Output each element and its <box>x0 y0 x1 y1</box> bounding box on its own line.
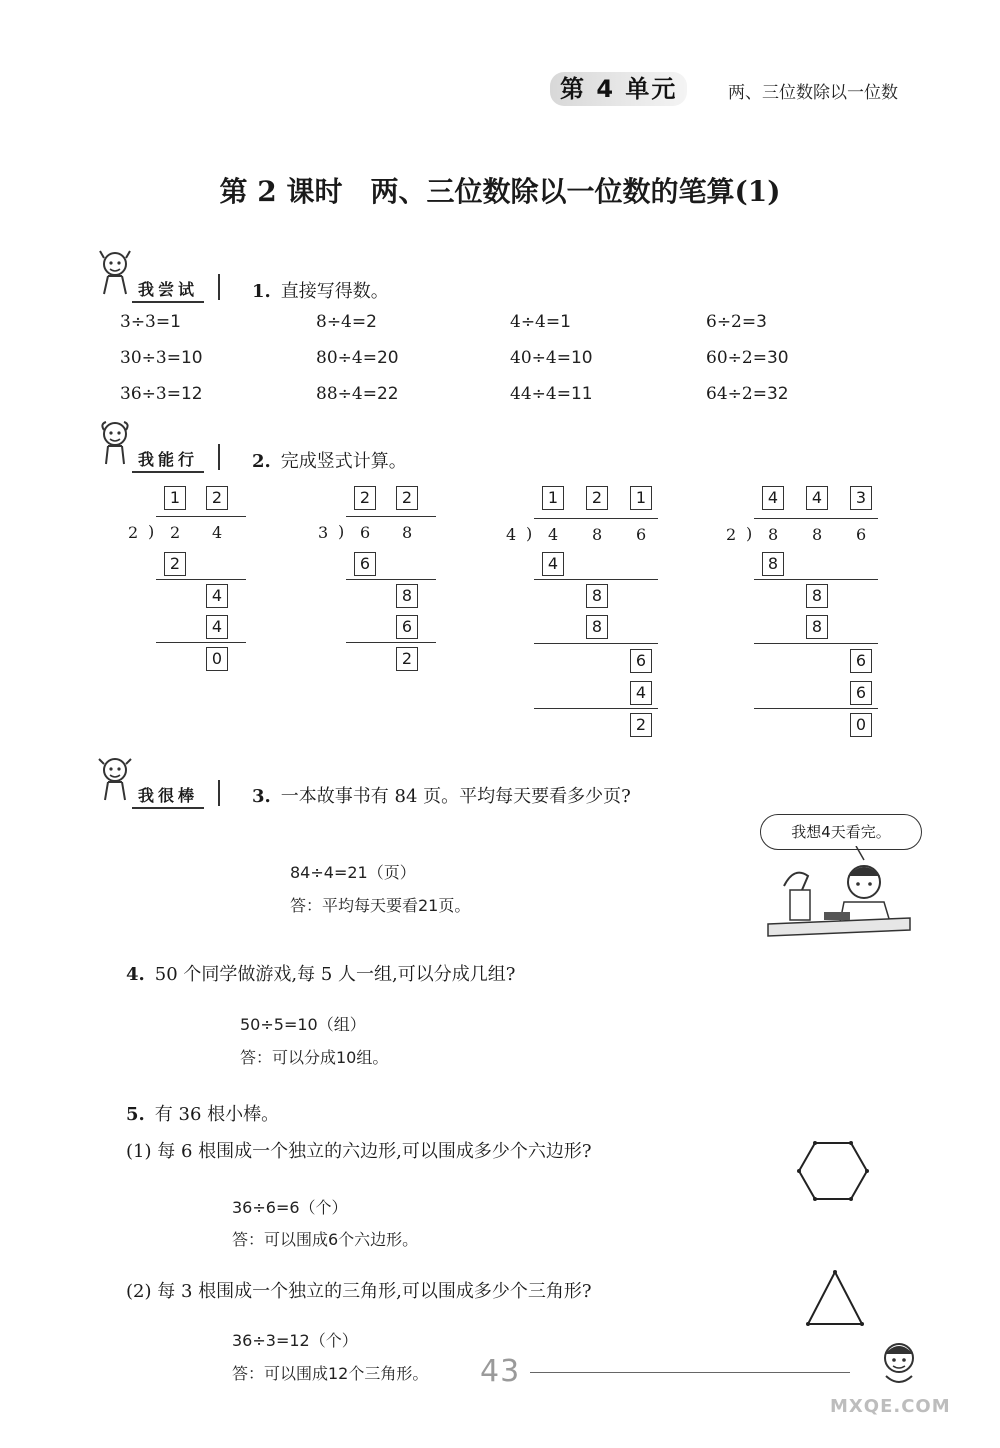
badge-divider <box>218 444 220 470</box>
calc-cell <box>706 312 767 332</box>
calc-cell <box>510 348 593 368</box>
hexagon-icon <box>796 1140 870 1202</box>
question-text: 直接写得数。 <box>280 281 389 302</box>
division-bracket: ) <box>338 522 345 541</box>
step-digit-box: 4 <box>542 552 564 576</box>
step-digit-box: 8 <box>586 584 608 608</box>
step-digit-box: 8 <box>806 584 828 608</box>
quotient-digit-box: 3 <box>850 486 872 510</box>
division-bar <box>156 516 246 517</box>
step-digit-box: 6 <box>850 681 872 705</box>
calc-answer: 3 <box>756 312 767 332</box>
solution-answer: 答：平均每天要看21页。 <box>290 896 471 915</box>
step-digit-box: 6 <box>630 649 652 673</box>
remainder-box: 2 <box>396 647 418 671</box>
solution-equation: 84÷4=21（页） <box>290 863 416 882</box>
step-digit-box: 6 <box>396 615 418 639</box>
subtraction-line <box>534 579 658 580</box>
step-digit-box: 8 <box>762 552 784 576</box>
calc-answer: 2 <box>366 312 377 332</box>
subtraction-line <box>754 579 878 580</box>
calc-answer: 11 <box>570 384 593 404</box>
quotient-digit-box: 2 <box>586 486 608 510</box>
speech-bubble: 我想4天看完。 <box>760 814 922 850</box>
solution-equation: 36÷3=12（个） <box>232 1331 358 1350</box>
long-division-4 <box>724 486 884 746</box>
calc-expression: 8÷4= <box>316 312 367 332</box>
solution-equation: 36÷6=6（个） <box>232 1198 348 1217</box>
step-digit-box: 2 <box>164 552 186 576</box>
long-division-1 <box>126 486 246 686</box>
mascot-icon <box>96 754 134 804</box>
quotient-digit-box: 1 <box>164 486 186 510</box>
watermark: MXQE.COM <box>830 1396 951 1417</box>
calc-expression: 4÷4= <box>510 312 561 332</box>
quotient-digit-box: 2 <box>206 486 228 510</box>
calc-answer: 32 <box>766 384 789 404</box>
badge-label: 我能行 <box>132 446 204 473</box>
girl-reading-illustration <box>764 846 914 946</box>
division-bar <box>534 518 658 519</box>
calc-cell <box>120 384 203 404</box>
dividend-digit: 6 <box>360 523 371 542</box>
subtraction-line <box>346 579 436 580</box>
calc-answer: 1 <box>560 312 571 332</box>
solution-answer: 答：可以分成10组。 <box>240 1048 389 1067</box>
dividend-digit: 8 <box>812 525 823 544</box>
step-digit-box: 6 <box>354 552 376 576</box>
badge-divider <box>218 780 220 806</box>
step-digit-box: 8 <box>806 615 828 639</box>
subtraction-line <box>754 643 878 644</box>
question-1 <box>252 277 389 303</box>
division-bracket: ) <box>148 522 155 541</box>
calc-expression: 36÷3= <box>120 384 181 404</box>
quotient-digit-box: 4 <box>806 486 828 510</box>
subtraction-line <box>534 643 658 644</box>
badge-label: 我尝试 <box>132 276 204 303</box>
section-badge-great <box>96 780 236 806</box>
step-digit-box: 4 <box>206 615 228 639</box>
subtraction-line <box>156 642 246 643</box>
footer-rule <box>530 1372 850 1373</box>
unit-header <box>550 68 970 112</box>
sub-question-2: (2) 每 3 根围成一个独立的三角形,可以围成多少个三角形? <box>126 1281 592 1302</box>
solution-answer: 答：可以围成12个三角形。 <box>232 1364 429 1383</box>
lesson-title: 第 2 课时 两、三位数除以一位数的笔算(1) <box>219 175 781 208</box>
division-bracket: ) <box>526 524 533 543</box>
calc-expression: 3÷3= <box>120 312 171 332</box>
calc-cell <box>510 384 593 404</box>
question-number: 2. <box>252 451 271 472</box>
page-number: 43 <box>480 1354 521 1389</box>
question-4 <box>126 960 515 986</box>
quotient-digit-box: 2 <box>396 486 418 510</box>
question-number: 5. <box>126 1104 145 1125</box>
step-digit-box: 6 <box>850 649 872 673</box>
sub-question-1: (1) 每 6 根围成一个独立的六边形,可以围成多少个六边形? <box>126 1141 592 1162</box>
subtraction-line <box>156 579 246 580</box>
divisor: 3 <box>318 523 329 542</box>
calc-answer: 12 <box>180 384 203 404</box>
dividend-digit: 8 <box>592 525 603 544</box>
calc-cell <box>706 384 789 404</box>
calc-expression: 6÷2= <box>706 312 757 332</box>
dividend-digit: 4 <box>212 523 223 542</box>
footer-mascot-icon <box>872 1336 926 1392</box>
calc-answer: 22 <box>376 384 399 404</box>
question-text: 有 36 根小棒。 <box>154 1104 280 1125</box>
remainder-box: 0 <box>206 647 228 671</box>
section-badge-can-do <box>96 444 236 470</box>
calc-expression: 64÷2= <box>706 384 767 404</box>
triangle-icon <box>804 1268 866 1328</box>
calc-expression: 44÷4= <box>510 384 571 404</box>
dividend-digit: 4 <box>548 525 559 544</box>
step-digit-box: 4 <box>630 681 652 705</box>
quotient-digit-box: 1 <box>630 486 652 510</box>
calc-expression: 60÷2= <box>706 348 767 368</box>
division-bar <box>346 516 436 517</box>
subtraction-line <box>534 708 658 709</box>
question-text: 一本故事书有 84 页。平均每天要看多少页? <box>280 786 631 807</box>
calc-cell <box>120 312 181 332</box>
solution-answer: 答：可以围成6个六边形。 <box>232 1230 419 1249</box>
calc-cell <box>316 384 399 404</box>
solution-equation: 50÷5=10（组） <box>240 1015 366 1034</box>
section-badge-try <box>96 274 236 300</box>
question-number: 3. <box>252 786 271 807</box>
question-3 <box>252 782 631 808</box>
division-bracket: ) <box>746 524 753 543</box>
quotient-digit-box: 1 <box>542 486 564 510</box>
long-division-2 <box>316 486 436 686</box>
calc-cell <box>706 348 789 368</box>
step-digit-box: 8 <box>396 584 418 608</box>
calc-expression: 80÷4= <box>316 348 377 368</box>
dividend-digit: 2 <box>170 523 181 542</box>
question-5 <box>126 1100 279 1126</box>
remainder-box: 2 <box>630 713 652 737</box>
unit-title: 两、三位数除以一位数 <box>728 83 898 103</box>
mascot-icon <box>96 248 134 298</box>
question-number: 1. <box>252 281 271 302</box>
calc-expression: 30÷3= <box>120 348 181 368</box>
step-digit-box: 4 <box>206 584 228 608</box>
question-2 <box>252 447 407 473</box>
calc-cell <box>316 312 377 332</box>
question-text: 完成竖式计算。 <box>280 451 407 472</box>
divisor: 4 <box>506 525 517 544</box>
step-digit-box: 8 <box>586 615 608 639</box>
calc-answer: 30 <box>766 348 789 368</box>
remainder-box: 0 <box>850 713 872 737</box>
divisor: 2 <box>726 525 737 544</box>
calc-cell <box>120 348 203 368</box>
quotient-digit-box: 2 <box>354 486 376 510</box>
subtraction-line <box>346 642 436 643</box>
calc-cell <box>316 348 399 368</box>
badge-label: 我很棒 <box>132 782 204 809</box>
subtraction-line <box>754 708 878 709</box>
dividend-digit: 6 <box>636 525 647 544</box>
quotient-digit-box: 4 <box>762 486 784 510</box>
badge-divider <box>218 274 220 300</box>
calc-cell <box>510 312 571 332</box>
calc-answer: 1 <box>170 312 181 332</box>
calc-answer: 10 <box>570 348 593 368</box>
dividend-digit: 8 <box>768 525 779 544</box>
unit-tag: 第 4 单元 <box>550 72 687 106</box>
question-text: 50 个同学做游戏,每 5 人一组,可以分成几组? <box>154 964 516 985</box>
calc-expression: 88÷4= <box>316 384 377 404</box>
dividend-digit: 8 <box>402 523 413 542</box>
division-bar <box>754 518 878 519</box>
long-division-3 <box>504 486 664 746</box>
mascot-icon <box>96 418 134 468</box>
calc-answer: 10 <box>180 348 203 368</box>
calc-answer: 20 <box>376 348 399 368</box>
question-number: 4. <box>126 964 145 985</box>
divisor: 2 <box>128 523 139 542</box>
calc-expression: 40÷4= <box>510 348 571 368</box>
dividend-digit: 6 <box>856 525 867 544</box>
